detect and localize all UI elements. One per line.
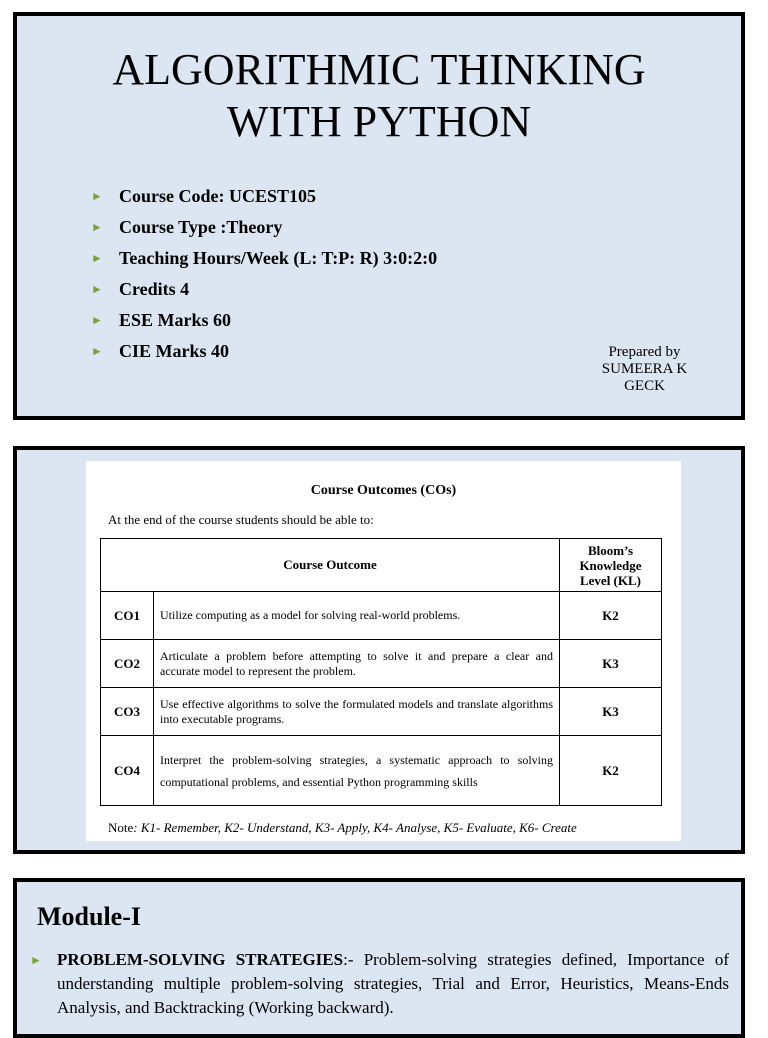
co-knowledge-level: K2	[560, 736, 662, 806]
table-row	[101, 640, 662, 688]
module-item-text: :- Problem-solving strategies defined, Importance of understanding multiple problem-solving strategies, Trial and Error, Heuristics, Means-Ends Analysis, and Backtracking (Working backward).	[57, 950, 729, 1017]
co-code: CO1	[101, 592, 154, 640]
author-name: SUMEERA K	[601, 361, 688, 377]
co-code: CO3	[101, 688, 154, 736]
course-type: Course Type :Theory	[119, 217, 283, 237]
co-description: Use effective algorithms to solve the formulated models and translate algorithms into executable programs.	[154, 688, 560, 736]
table-row	[101, 688, 662, 736]
list-item	[91, 305, 437, 336]
bullet-arrow-icon: ►	[91, 189, 103, 203]
list-item	[91, 274, 437, 305]
ese-marks: ESE Marks 60	[119, 310, 232, 330]
course-outcomes-table	[100, 538, 662, 806]
table-row	[101, 592, 662, 640]
co-knowledge-level: K3	[560, 688, 662, 736]
module-title: Module-I	[37, 902, 141, 931]
course-info-list	[91, 181, 437, 367]
teaching-hours: Teaching Hours/Week (L: T:P: R) 3:0:2:0	[119, 248, 438, 268]
institution-name: GECK	[624, 378, 665, 394]
co-code: CO2	[101, 640, 154, 688]
co-knowledge-level: K2	[560, 592, 662, 640]
co-description: Interpret the problem-solving strategies, a systematic approach to solving computational problems, and essential Python programming skills	[154, 736, 560, 806]
table-row	[101, 736, 662, 806]
credits: Credits 4	[119, 279, 190, 299]
prepared-by-block	[587, 344, 702, 395]
bullet-arrow-icon: ►	[91, 282, 103, 296]
module-item	[30, 948, 729, 1020]
co-code: CO4	[101, 736, 154, 806]
co-knowledge-level: K3	[560, 640, 662, 688]
list-item	[91, 212, 437, 243]
bullet-arrow-icon: ►	[91, 313, 103, 327]
co-intro: At the end of the course students should be able to:	[108, 512, 374, 527]
course-title	[17, 44, 741, 148]
note-label: Note	[108, 820, 134, 835]
co-description: Utilize computing as a model for solving real-world problems.	[154, 592, 560, 640]
co-note	[108, 820, 577, 836]
course-outcomes-card	[86, 461, 681, 841]
note-text: : K1- Remember, K2- Understand, K3- Apply, K4- Analyse, K5- Evaluate, K6- Create	[133, 820, 577, 835]
cie-marks: CIE Marks 40	[119, 341, 230, 361]
course-outcomes-slide	[13, 446, 745, 854]
bullet-arrow-icon: ►	[91, 344, 103, 358]
header-bloom-level: Bloom’s Knowledge Level (KL)	[560, 539, 662, 592]
bullet-arrow-icon: ►	[91, 251, 103, 265]
co-description: Articulate a problem before attempting to solve it and prepare a clear and accurate model to represent the problem.	[154, 640, 560, 688]
course-title-line2: WITH PYTHON	[226, 97, 532, 146]
course-code: Course Code: UCEST105	[119, 186, 317, 206]
co-title: Course Outcomes (COs)	[310, 483, 457, 498]
title-slide	[13, 12, 745, 420]
list-item	[91, 336, 437, 367]
module-item-heading: PROBLEM-SOLVING STRATEGIES	[57, 950, 344, 969]
module-slide	[13, 878, 745, 1038]
prepared-by-label: Prepared by	[608, 344, 681, 360]
header-course-outcome: Course Outcome	[101, 539, 560, 592]
list-item	[91, 181, 437, 212]
list-item	[91, 243, 437, 274]
table-header-row	[101, 539, 662, 592]
bullet-arrow-icon: ►	[30, 953, 42, 967]
course-title-line1: ALGORITHMIC THINKING	[112, 45, 646, 94]
bullet-arrow-icon: ►	[91, 220, 103, 234]
